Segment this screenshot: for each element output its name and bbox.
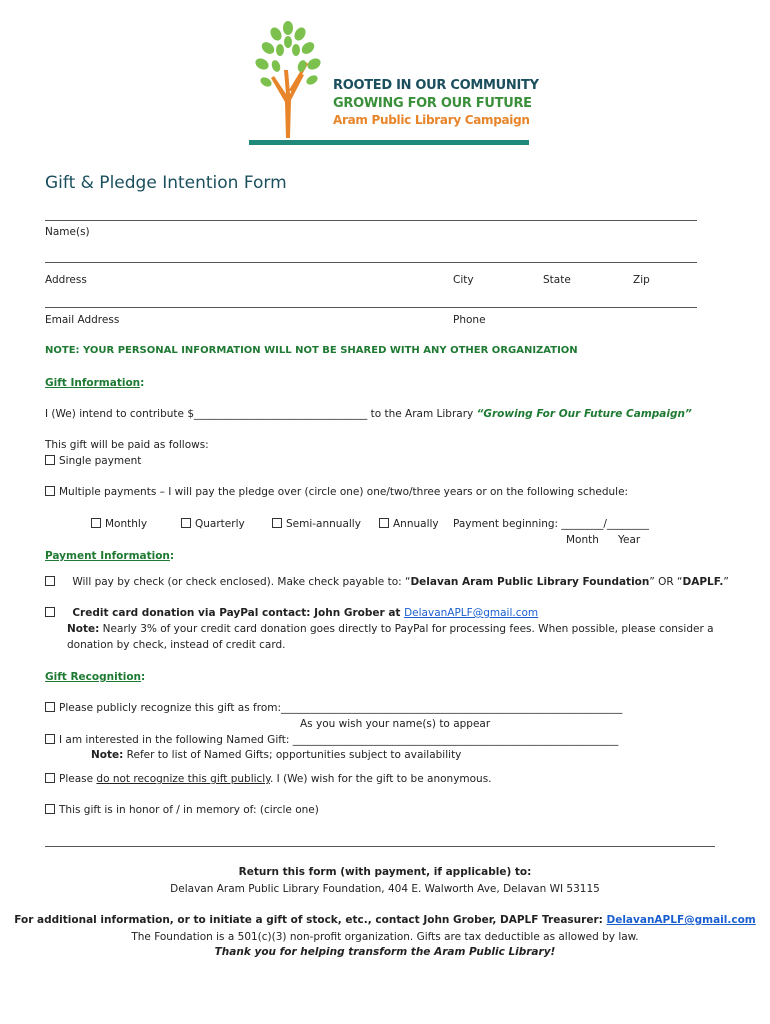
- return-heading: Return this form (with payment, if applicable) to:: [238, 866, 532, 878]
- single-payment-option[interactable]: [45, 455, 141, 467]
- month-label: Month: [566, 534, 599, 546]
- recognition-heading-colon: :: [141, 671, 146, 683]
- payment-beginning-field[interactable]: Payment beginning: ________/________: [453, 518, 649, 530]
- campaign-name: “Growing For Our Future Campaign”: [476, 408, 692, 420]
- email-label: Email Address: [45, 314, 120, 326]
- quarterly-label: Quarterly: [195, 518, 245, 530]
- recognition-heading-text: Gift Recognition: [45, 671, 142, 683]
- honor-memory-label: This gift is in honor of / in memory of: (circle one): [59, 804, 319, 816]
- credit-card-option[interactable]: [45, 607, 538, 619]
- page-title: Gift & Pledge Intention Form: [45, 173, 287, 193]
- anonymous-checkbox[interactable]: [45, 773, 55, 783]
- named-gift-option[interactable]: [45, 734, 618, 746]
- honor-memory-line[interactable]: [45, 846, 715, 847]
- named-gift-note-text: Refer to list of Named Gifts; opportunities subject to availability: [123, 749, 462, 761]
- credit-card-note-2: donation by check, instead of credit card.: [67, 639, 286, 651]
- payment-info-heading-colon: :: [169, 550, 175, 562]
- schedule-quarterly[interactable]: [181, 518, 245, 530]
- state-label: State: [543, 274, 571, 286]
- single-payment-label: Single payment: [59, 455, 142, 467]
- schedule-semiannually[interactable]: [272, 518, 361, 530]
- payment-info-heading: [45, 550, 174, 562]
- return-address: Delavan Aram Public Library Foundation, 404 E. Walworth Ave, Delavan WI 53115: [170, 883, 600, 895]
- credit-card-label: Credit card donation via PayPal contact: John Grober at: [72, 607, 405, 619]
- gift-info-heading-text: Gift Information: [45, 377, 141, 389]
- named-gift-note: [91, 749, 461, 761]
- recognition-heading: [45, 671, 145, 683]
- annually-checkbox[interactable]: [379, 518, 389, 528]
- check-payee: Delavan Aram Public Library Foundation: [410, 576, 650, 588]
- semiannually-checkbox[interactable]: [272, 518, 282, 528]
- monthly-label: Monthly: [105, 518, 148, 530]
- name-appear-hint: As you wish your name(s) to appear: [300, 718, 491, 730]
- logo-line-3: Aram Public Library Campaign: [333, 113, 530, 127]
- multiple-payments-checkbox[interactable]: [45, 486, 55, 496]
- contact-line: [0, 914, 770, 926]
- anonymous-option[interactable]: [45, 773, 492, 785]
- payment-info-heading-text: Payment Information: [45, 550, 170, 562]
- schedule-annually[interactable]: [379, 518, 439, 530]
- monthly-checkbox[interactable]: [91, 518, 101, 528]
- honor-memory-checkbox[interactable]: [45, 804, 55, 814]
- paid-as-label: This gift will be paid as follows:: [45, 439, 209, 451]
- credit-card-checkbox[interactable]: [45, 607, 55, 617]
- logo-line-1: ROOTED IN OUR COMMUNITY: [333, 78, 539, 93]
- gift-info-heading: [45, 377, 144, 389]
- year-label: Year: [618, 534, 641, 546]
- contact-email-link[interactable]: DelavanAPLF@gmail.com: [606, 914, 756, 926]
- check-end: ”: [723, 576, 729, 588]
- zip-label: Zip: [633, 274, 650, 286]
- phone-label: Phone: [453, 314, 486, 326]
- city-label: City: [453, 274, 474, 286]
- semiannually-label: Semi-annually: [286, 518, 361, 530]
- name-label: Name(s): [45, 226, 90, 238]
- gift-info-heading-colon: :: [140, 377, 145, 389]
- check-payment-option[interactable]: [45, 576, 729, 588]
- publicly-recognize-checkbox[interactable]: [45, 702, 55, 712]
- privacy-note: NOTE: YOUR PERSONAL INFORMATION WILL NOT BE SHARED WITH ANY OTHER ORGANIZATION: [45, 345, 578, 356]
- address-label: Address: [45, 274, 87, 286]
- single-payment-checkbox[interactable]: [45, 455, 55, 465]
- anonymous-underlined: do not recognize this gift publicly: [96, 773, 270, 785]
- anonymous-post: . I (We) wish for the gift to be anonymous.: [269, 773, 492, 785]
- email-phone-line[interactable]: [45, 307, 697, 308]
- check-checkbox[interactable]: [45, 576, 55, 586]
- name-line[interactable]: [45, 220, 697, 221]
- credit-card-note-1: [67, 623, 714, 635]
- named-gift-note-label: Note:: [91, 749, 124, 761]
- address-line[interactable]: [45, 262, 697, 263]
- intend-contribute-line[interactable]: [45, 408, 692, 420]
- multiple-payments-option[interactable]: [45, 486, 628, 498]
- schedule-monthly[interactable]: [91, 518, 147, 530]
- annually-label: Annually: [393, 518, 439, 530]
- paypal-email-link[interactable]: DelavanAPLF@gmail.com: [404, 607, 539, 619]
- tree-icon: [246, 20, 331, 140]
- campaign-logo: [246, 20, 539, 150]
- cc-note-text-1: Nearly 3% of your credit card donation goes directly to PayPal for processing fees. When possible, please consider a: [99, 623, 714, 635]
- intend-text: I (We) intend to contribute $_________________________________ to the Aram Library: [45, 408, 477, 420]
- quarterly-checkbox[interactable]: [181, 518, 191, 528]
- logo-line-2: GROWING FOR OUR FUTURE: [333, 96, 532, 111]
- multiple-payments-label: Multiple payments – I will pay the pledge over (circle one) one/two/three years or on the following schedule:: [59, 486, 629, 498]
- honor-memory-option[interactable]: [45, 804, 319, 816]
- nonprofit-statement: The Foundation is a 501(c)(3) non-profit organization. Gifts are tax deductible as allowed by law.: [131, 931, 639, 943]
- check-alt-payee: DAPLF.: [682, 576, 724, 588]
- logo-underline-bar: [249, 140, 529, 145]
- contact-text: For additional information, or to initiate a gift of stock, etc., contact John Grober, DAPLF Treasurer:: [14, 914, 607, 926]
- anonymous-pre: Please: [59, 773, 97, 785]
- check-text: Will pay by check (or check enclosed). Make check payable to: “: [72, 576, 411, 588]
- publicly-recognize-label: Please publicly recognize this gift as from:_________________________________________________________________: [59, 702, 623, 714]
- named-gift-checkbox[interactable]: [45, 734, 55, 744]
- check-or: ” OR “: [649, 576, 683, 588]
- named-gift-label: I am interested in the following Named Gift: ______________________________________________________________: [59, 734, 619, 746]
- publicly-recognize-option[interactable]: [45, 702, 622, 714]
- thank-you-note: Thank you for helping transform the Aram Public Library!: [214, 946, 556, 958]
- cc-note-label: Note:: [67, 623, 100, 635]
